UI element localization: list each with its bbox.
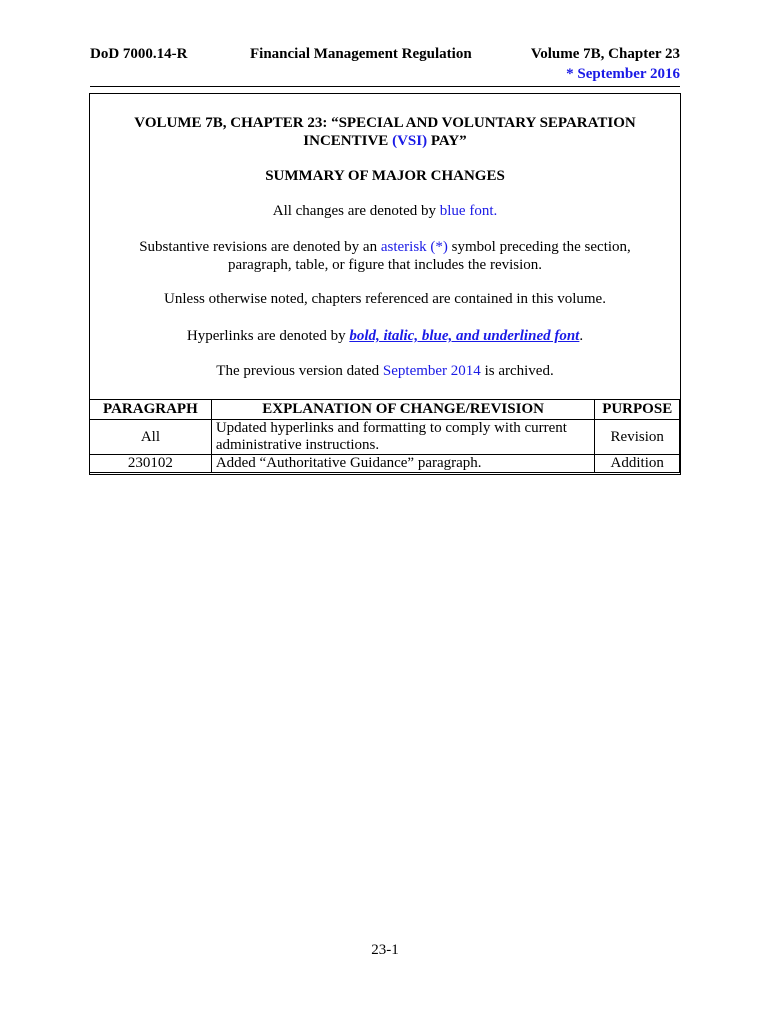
page-header	[90, 46, 680, 87]
summary-box	[89, 93, 681, 475]
hyperlinks-note	[90, 328, 680, 345]
purpose-header: PURPOSE	[595, 400, 680, 420]
asterisk-text: asterisk (*)	[380, 239, 448, 255]
chapter-title-text: INCENTIVE	[303, 133, 393, 149]
summary-section	[90, 94, 680, 399]
chapters-note: Unless otherwise noted, chapters referenced are contained in this volume.	[164, 291, 606, 307]
revisions-note	[90, 238, 680, 274]
revisions-text-end: symbol preceding the section,	[447, 239, 631, 255]
hyperlinks-text: Hyperlinks are denoted by	[186, 328, 350, 344]
changes-table	[89, 399, 680, 473]
document-title: Financial Management Regulation	[250, 46, 472, 62]
table-row	[90, 420, 680, 455]
chapter-title-line1: VOLUME 7B, CHAPTER 23: “SPECIAL AND VOLUNTARY SEPARATION	[134, 115, 636, 131]
previous-text-end: is archived.	[480, 363, 554, 379]
document-id: DoD 7000.14-R	[90, 46, 188, 62]
vsi-abbreviation: (VSI)	[392, 133, 428, 149]
previous-date: September 2014	[382, 363, 481, 379]
explanation-cell: Added “Authoritative Guidance” paragraph.	[211, 455, 595, 473]
revisions-note-line1	[90, 238, 680, 256]
explanation-cell	[211, 420, 595, 455]
table-header-row	[90, 400, 680, 420]
changes-note-text: All changes are denoted by	[272, 203, 440, 219]
page-number: 23-1	[371, 942, 399, 958]
volume-chapter: Volume 7B, Chapter 23	[530, 46, 680, 62]
purpose-cell: Revision	[595, 420, 680, 455]
chapter-title	[90, 114, 680, 150]
table-row	[90, 455, 680, 473]
summary-heading: SUMMARY OF MAJOR CHANGES	[265, 168, 505, 184]
paragraph-cell: All	[90, 420, 212, 455]
chapter-title-line2	[90, 132, 680, 150]
blue-font-text: blue font.	[439, 203, 498, 219]
revision-date: * September 2016	[566, 66, 680, 82]
paragraph-cell: 230102	[90, 455, 212, 473]
changes-note	[90, 203, 680, 220]
hyperlinks-text-end: .	[579, 328, 584, 344]
previous-text: The previous version dated	[216, 363, 383, 379]
revisions-text: Substantive revisions are denoted by an	[139, 239, 381, 255]
previous-version-note	[90, 363, 680, 380]
revisions-note-line2: paragraph, table, or figure that includes the revision.	[227, 257, 543, 273]
explanation-line: Updated hyperlinks and formatting to comply with current	[215, 420, 567, 436]
paragraph-header: PARAGRAPH	[90, 400, 212, 420]
explanation-header: EXPLANATION OF CHANGE/REVISION	[211, 400, 595, 420]
hyperlink-example[interactable]: bold, italic, blue, and underlined font	[349, 328, 580, 344]
purpose-cell: Addition	[595, 455, 680, 473]
explanation-line: administrative instructions.	[215, 437, 380, 453]
chapter-title-end: PAY”	[427, 133, 467, 149]
